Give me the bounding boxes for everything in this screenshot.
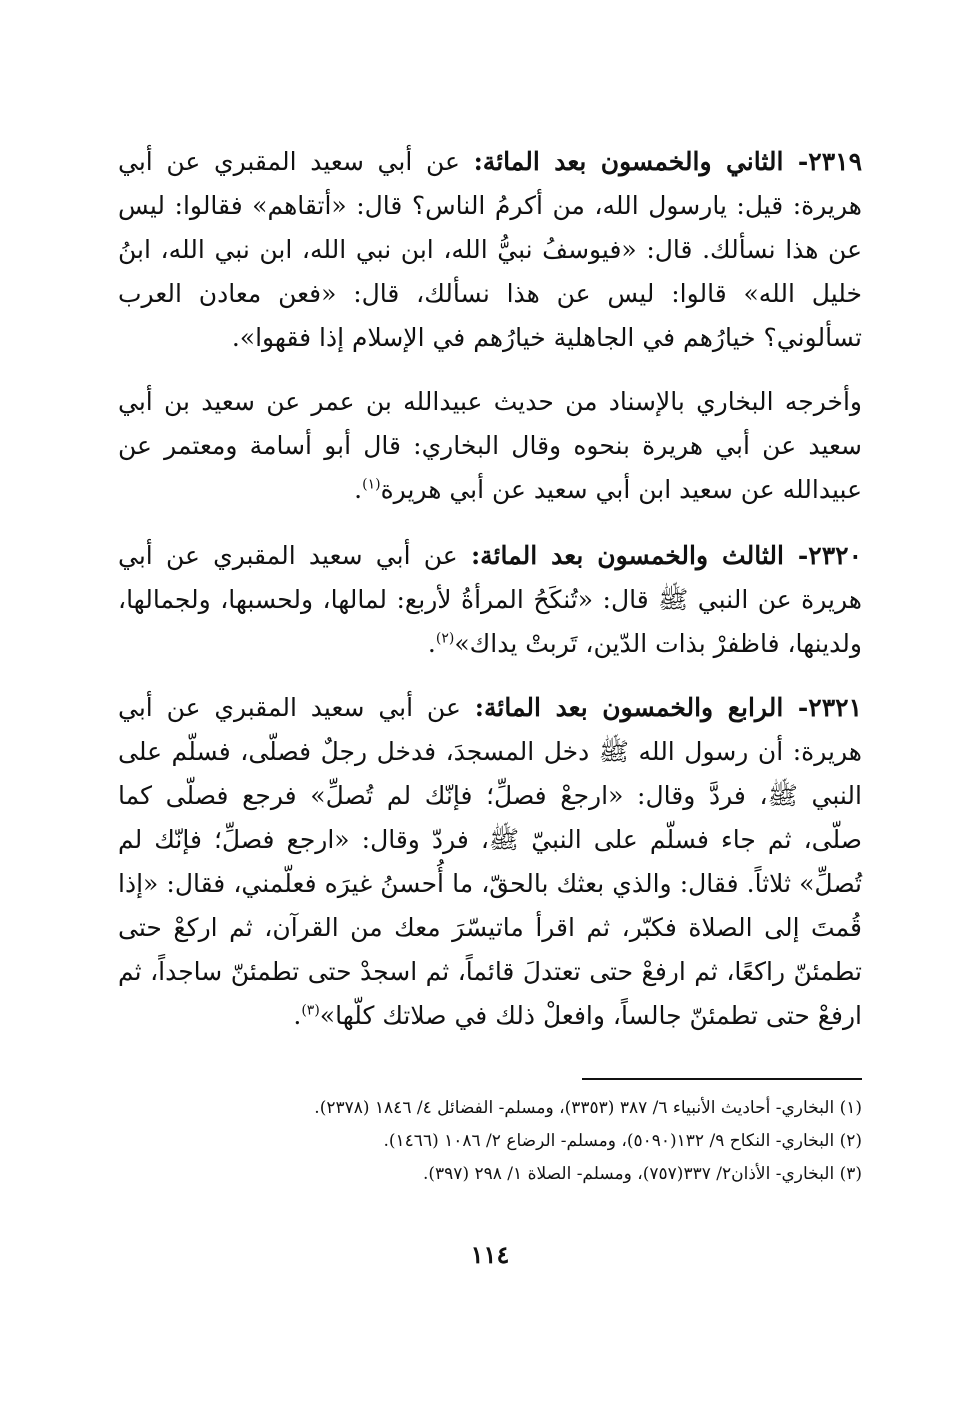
hadith-2321 [118,686,862,1038]
hadith-text: عن أبي سعيد المقبري عن أبي هريرة عن النبي ﷺ قال: «تُنكَحُ المرأةُ لأربع: لمالها، ولحسبها، ولجمالها، ولدينها، فاظفرْ بذات الدّين، تَربتْ يداك» [118,541,862,658]
commentary-paragraph [118,380,862,512]
sentence-end: . [427,629,436,658]
hadith-text: عن أبي سعيد المقبري عن أبي هريرة: قيل: يارسول الله، من أكرمُ الناس؟ قال: «أتقاهم» فقالوا: ليس عن هذا نسألك. قال: «فيوسفُ نبيُّ الله، ابن نبي الله، ابن نبي الله، ابنُ خليل الله» قالوا: ليس عن هذا نسألك، قال: «فعن معادن العرب تسألوني؟ خيارُهم في الجاهلية خيارُهم في الإسلام إذا فقهوا». [118,147,862,352]
hadith-heading: ٢٣٢٠- الثالث والخمسون بعد المائة: [470,541,862,570]
hadith-2319 [118,140,862,360]
sentence-end: . [293,1001,302,1030]
footnote-2: (٢) البخاري- النكاح ٩/ ١٣٢(٥٠٩٠)، ومسلم- الرضاع ٢/ ١٠٨٦ (١٤٦٦). [383,1131,862,1151]
hadith-2320 [118,534,862,666]
footnote-divider [582,1078,862,1080]
footnote-1: (١) البخاري- أحاديث الأنبياء ٦/ ٣٨٧ (٣٣٥٣)، ومسلم- الفضائل ٤/ ١٨٤٦ (٢٣٧٨). [314,1098,862,1118]
footnote-marker: (١) [362,476,381,493]
footnote-marker: (٣) [301,1002,320,1019]
main-text [118,140,862,1058]
commentary-text: وأخرجه البخاري بالإسناد من حديث عبيدالله بن عمر عن سعيد بن أبي سعيد عن أبي هريرة بنحوه وقال البخاري: قال أبو أسامة ومعتمر عن عبيدالله عن سعيد ابن أبي سعيد عن أبي هريرة [118,387,862,504]
sentence-end: . [354,475,363,504]
footnote-3: (٣) البخاري- الأذان٢/ ٣٣٧(٧٥٧)، ومسلم- الصلاة ١/ ٢٩٨ (٣٩٧). [423,1164,862,1184]
hadith-heading: ٢٣١٩- الثاني والخمسون بعد المائة: [473,147,862,176]
footnote-marker: (٢) [435,630,455,647]
hadith-text: عن أبي سعيد المقبري عن أبي هريرة: أن رسول الله ﷺ دخل المسجدَ، فدخل رجلٌ فصلّى، فسلّم على النبي ﷺ، فردَّ وقال: «ارجعْ فصلِّ؛ فإنّك لم تُصلِّ» فرجع فصلّى كما صلّى، ثم جاء فسلّم على النبيّ ﷺ، فردّ وقال: «ارجع فصلِّ؛ فإنّك لم تُصلِّ» ثلاثاً. فقال: والذي بعثك بالحقّ، ما أُحسنُ غيرَه فعلّمني، فقال: «إذا قُمتَ إلى الصلاة فكبّر، ثم اقرأ ماتيسّرَ معك من القرآن، ثم اركعْ حتى تطمئنّ راكعًا، ثم ارفعْ حتى تعتدلَ قائماً، ثم اسجدْ حتى تطمئنّ ساجداً، ثم ارفعْ حتى تطمئنّ جالساً، وافعلْ ذلك في صلاتك كلّها» [118,693,862,1030]
page-number: ١١٤ [470,1240,510,1269]
footnotes [118,1092,862,1191]
hadith-heading: ٢٣٢١- الرابع والخمسون بعد المائة: [474,693,862,722]
